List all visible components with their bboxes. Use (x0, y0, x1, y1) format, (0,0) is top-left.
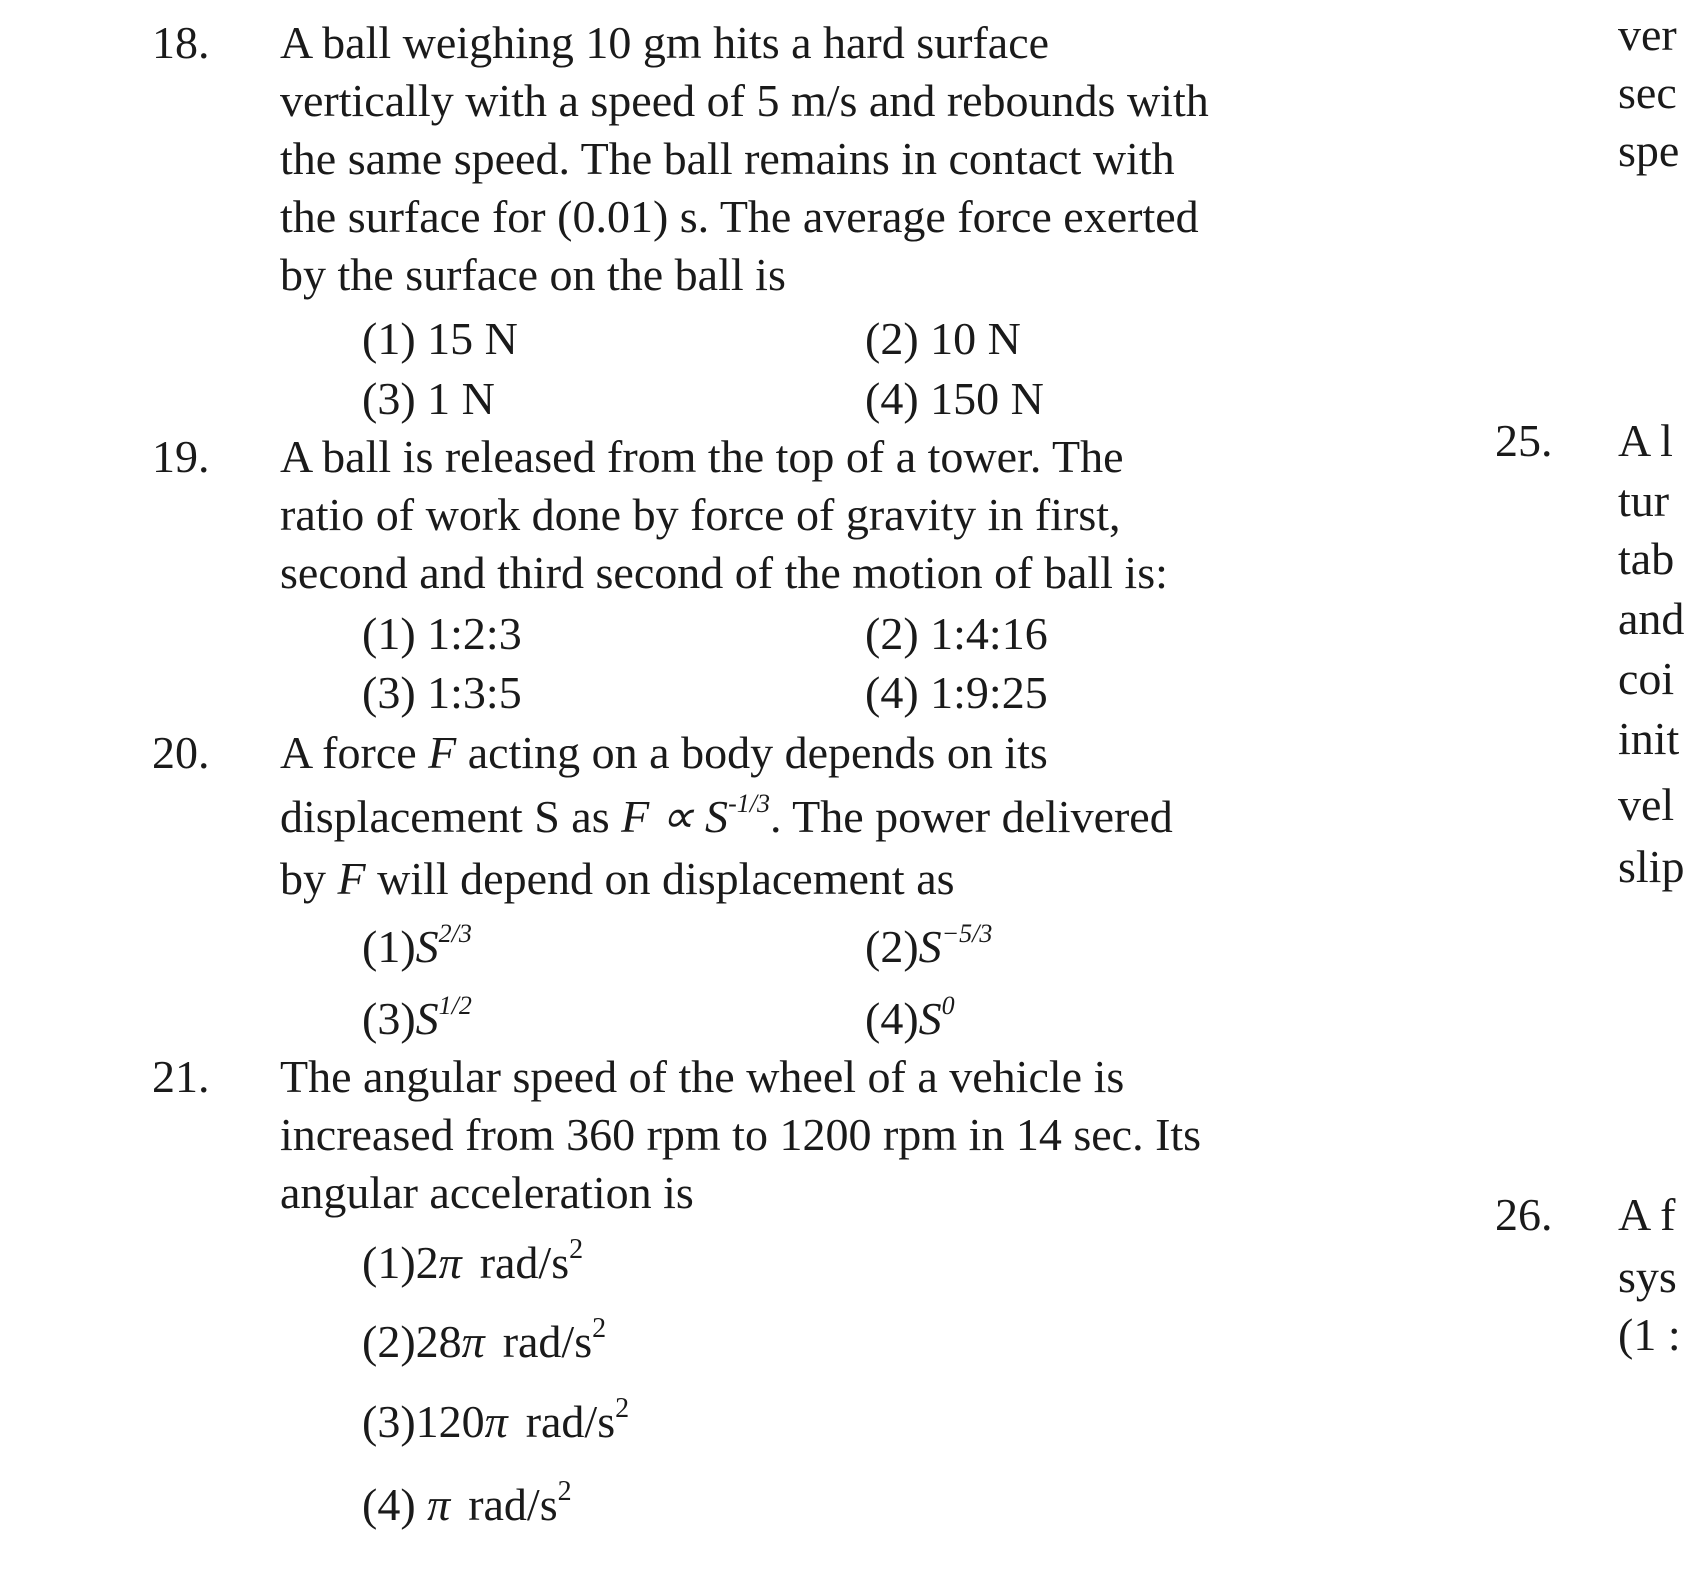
math-variable: F (337, 853, 366, 904)
question-number: 26. (1495, 1189, 1553, 1240)
answer-option: (2) 1:4:16 (865, 608, 1048, 659)
option-label: (3) (362, 993, 416, 1044)
question-number: 25. (1495, 415, 1553, 466)
answer-option (362, 1476, 572, 1534)
math-variable: S (415, 993, 439, 1044)
math-exponent: 0 (941, 991, 955, 1020)
question-number: 19. (152, 431, 210, 482)
question-text (280, 428, 1340, 602)
math-expression: F ∝ S (621, 791, 729, 842)
question-line: the same speed. The ball remains in contact with (280, 133, 1175, 184)
math-variable: S (918, 993, 942, 1044)
math-exponent: 1/2 (438, 991, 472, 1020)
question-text (280, 724, 1340, 908)
option-label: (2) (865, 921, 919, 972)
cropped-text: spe (1618, 125, 1680, 176)
cropped-text: A f (1618, 1189, 1676, 1240)
question-line (280, 850, 1340, 908)
answer-option: (1) 15 N (362, 313, 518, 364)
question-text (280, 1048, 1340, 1222)
option-label: (1) (362, 921, 416, 972)
question-line: increased from 360 rpm to 1200 rpm in 14 sec. Its (280, 1109, 1202, 1160)
answer-option: (3) 1:3:5 (362, 667, 522, 718)
question-line: A ball is released from the top of a tower. The (280, 431, 1124, 482)
math-exponent: 2 (557, 1476, 572, 1507)
question-line (280, 788, 1340, 850)
option-label: (3) (362, 1396, 416, 1447)
cropped-text: tur (1618, 475, 1670, 526)
option-label: (4) (865, 993, 919, 1044)
math-exponent: 2 (592, 1313, 607, 1344)
cropped-text: sec (1618, 67, 1677, 118)
cropped-text: and (1618, 593, 1684, 644)
answer-option (362, 1313, 606, 1371)
question-line: second and third second of the motion of ball is: (280, 547, 1168, 598)
answer-option (865, 990, 955, 1048)
math-exponent: 2/3 (438, 919, 472, 948)
math-pi: π (484, 1396, 508, 1447)
question-line: the surface for (0.01) s. The average force exerted (280, 191, 1199, 242)
cropped-text: A l (1618, 415, 1673, 466)
question-line: ratio of work done by force of gravity in first, (280, 489, 1121, 540)
unit: rad/s (525, 1396, 616, 1447)
answer-option (865, 918, 992, 976)
math-coefficient: 28 (415, 1316, 462, 1367)
cropped-text: vel (1618, 779, 1675, 830)
math-pi: π (427, 1479, 451, 1530)
text-run: A force (280, 727, 429, 778)
unit: rad/s (479, 1237, 570, 1288)
question-number: 21. (152, 1051, 210, 1102)
answer-option (362, 1234, 583, 1292)
math-exponent: −5/3 (941, 919, 993, 948)
math-pi: π (461, 1316, 485, 1367)
math-exponent: 2 (569, 1234, 584, 1265)
cropped-text: ver (1618, 9, 1677, 60)
answer-option (362, 1393, 629, 1451)
math-coefficient: 2 (415, 1237, 439, 1288)
cropped-text: slip (1618, 841, 1684, 892)
answer-option: (1) 1:2:3 (362, 608, 522, 659)
cropped-text: sys (1618, 1251, 1677, 1302)
text-run: will depend on displacement as (365, 853, 955, 904)
question-line: The angular speed of the wheel of a vehicle is (280, 1051, 1125, 1102)
unit: rad/s (502, 1316, 593, 1367)
math-variable: F (428, 727, 457, 778)
text-run: acting on a body depends on its (456, 727, 1048, 778)
math-variable: S (918, 921, 942, 972)
question-line: A ball weighing 10 gm hits a hard surface (280, 17, 1050, 68)
math-pi: π (438, 1237, 462, 1288)
cropped-text: coi (1618, 653, 1675, 704)
math-coefficient: 120 (415, 1396, 485, 1447)
math-exponent: 2 (615, 1393, 630, 1424)
cropped-text: tab (1618, 533, 1675, 584)
option-label: (2) (362, 1316, 416, 1367)
answer-option: (2) 10 N (865, 313, 1021, 364)
text-run: . The power delivered (769, 791, 1173, 842)
unit: rad/s (468, 1479, 558, 1530)
answer-option (362, 918, 472, 976)
question-text (280, 14, 1340, 304)
cropped-text: (1 : (1618, 1309, 1681, 1360)
question-line: by the surface on the ball is (280, 249, 786, 300)
math-variable: S (415, 921, 439, 972)
question-line: angular acceleration is (280, 1167, 694, 1218)
question-number: 18. (152, 17, 210, 68)
math-exponent: -1/3 (728, 789, 770, 818)
option-label: (1) (362, 1237, 416, 1288)
question-line (280, 724, 1340, 788)
option-label: (4) (362, 1479, 428, 1530)
answer-option: (3) 1 N (362, 373, 495, 424)
text-run: by (280, 853, 338, 904)
answer-option: (4) 150 N (865, 373, 1044, 424)
answer-option (362, 990, 472, 1048)
answer-option: (4) 1:9:25 (865, 667, 1048, 718)
question-line: vertically with a speed of 5 m/s and rebounds with (280, 75, 1209, 126)
text-run: displacement S as (280, 791, 622, 842)
cropped-text: init (1618, 713, 1680, 764)
question-number: 20. (152, 727, 210, 778)
